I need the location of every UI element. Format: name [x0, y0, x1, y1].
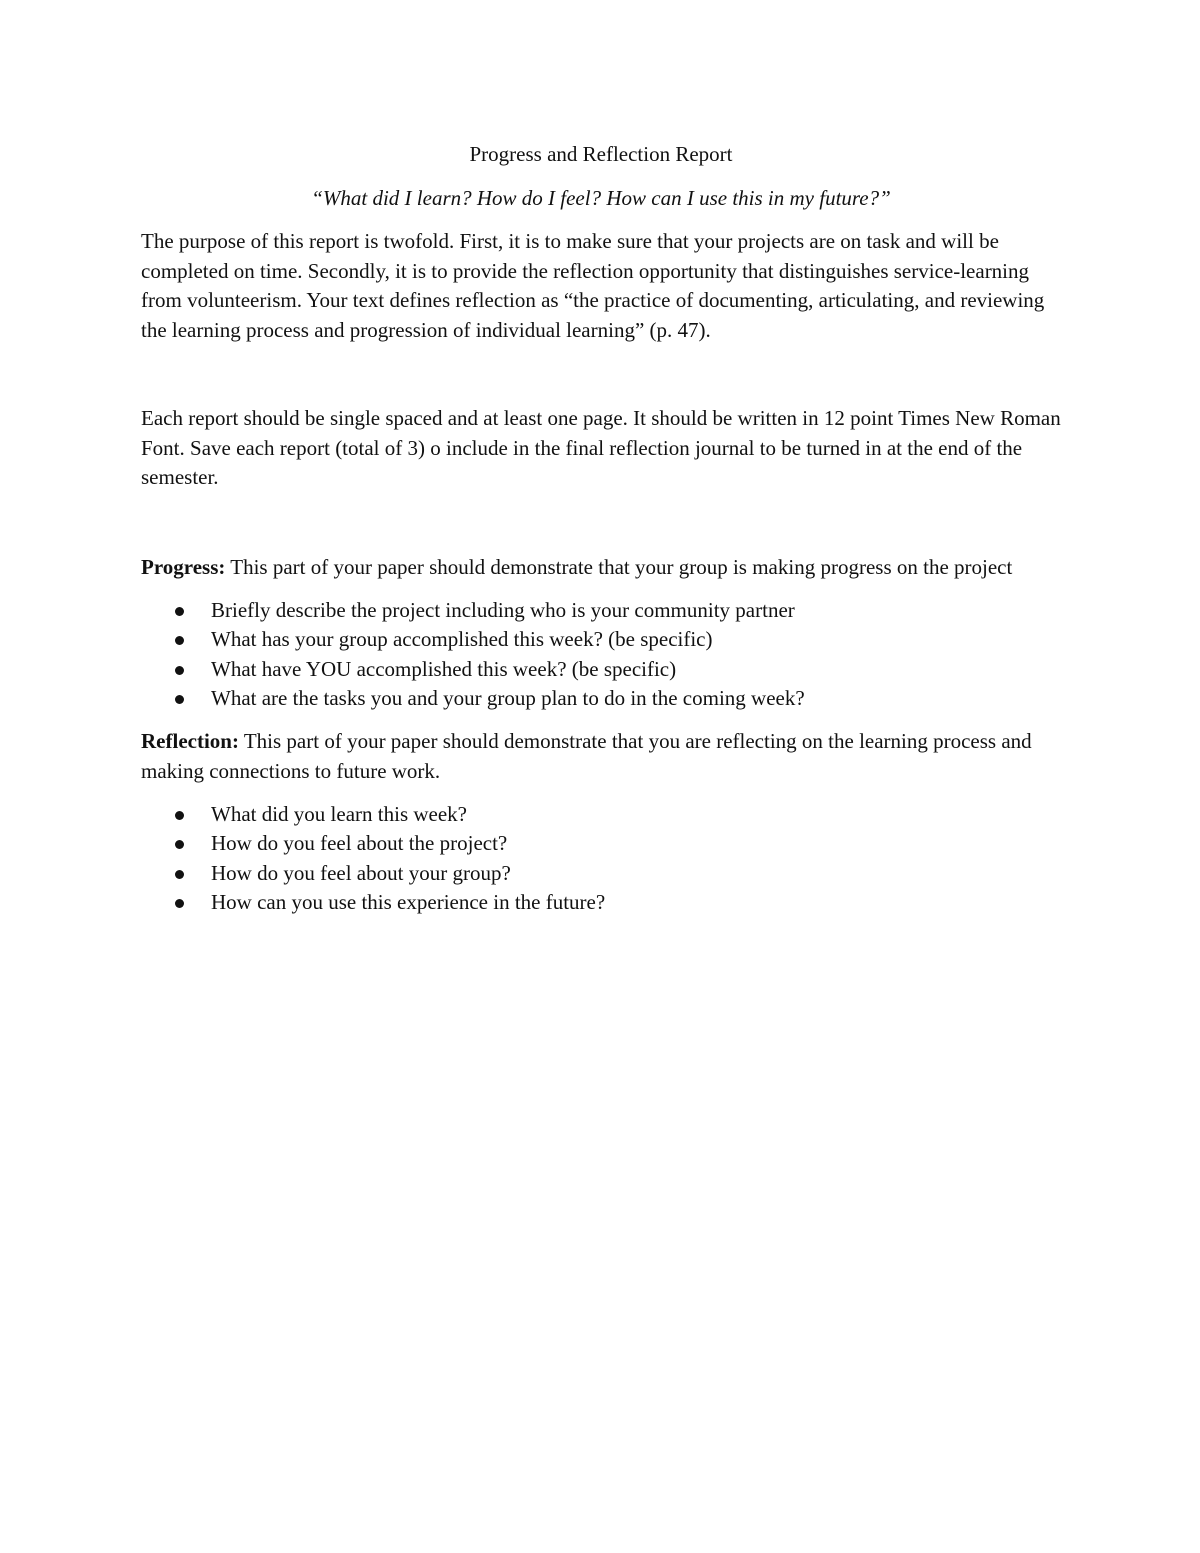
progress-item-text: Briefly describe the project including who is your community partner [211, 598, 795, 622]
progress-section-intro [141, 553, 1061, 583]
progress-heading: Progress: [141, 554, 226, 579]
progress-item-text: What have YOU accomplished this week? (be specific) [211, 656, 677, 681]
reflection-heading: Reflection: [141, 729, 239, 754]
reflection-item-text: How do you feel about the project? [211, 831, 508, 856]
reflection-item-text: What did you learn this week? [211, 802, 467, 827]
reflection-list [141, 800, 1061, 917]
document-title: Progress and Reflection Report [469, 142, 733, 166]
reflection-list-item [141, 888, 1061, 917]
progress-description: This part of your paper should demonstrate that your group is making progress on the project [225, 554, 1013, 579]
bullet-icon [175, 636, 184, 645]
bullet-icon [175, 899, 184, 908]
reflection-list-item [141, 800, 1061, 829]
bullet-icon [175, 607, 184, 616]
progress-list-item [141, 625, 1061, 654]
format-paragraph: Each report should be single spaced and at least one page. It should be written in 12 point Times New Roman Font. Save each report (total of 3) o include in the final reflection journal to be turned in at the end of the semester. [141, 406, 1061, 489]
reflection-list-item [141, 829, 1061, 858]
bullet-icon [175, 870, 184, 879]
progress-list-item [141, 655, 1061, 684]
document-subtitle: “What did I learn? How do I feel? How can I use this in my future?” [311, 185, 891, 210]
progress-item-text: What are the tasks you and your group plan to do in the coming week? [211, 685, 805, 710]
document-body [141, 140, 1061, 931]
reflection-list-item [141, 859, 1061, 888]
progress-list [141, 596, 1061, 713]
reflection-item-text: How do you feel about your group? [211, 860, 511, 885]
intro-paragraph: The purpose of this report is twofold. First, it is to make sure that your projects are on task and will be completed on time. Secondly, it is to provide the reflection opportunity that distinguishes service-learning from volunteerism. Your text defines reflection as “the practice of documenting, articulating, and reviewing the learning process and progression of individual learning” (p. 47). [141, 229, 1045, 342]
reflection-description: This part of your paper should demonstrate that you are reflecting on the learning process and making connections to future work. [141, 729, 1032, 783]
progress-list-item [141, 684, 1061, 713]
bullet-icon [175, 666, 184, 675]
progress-list-item [141, 596, 1061, 625]
reflection-section-intro [141, 727, 1061, 786]
bullet-icon [175, 811, 184, 820]
bullet-icon [175, 695, 184, 704]
reflection-item-text: How can you use this experience in the future? [211, 890, 606, 915]
bullet-icon [175, 840, 184, 849]
progress-item-text: What has your group accomplished this week? (be specific) [211, 627, 713, 652]
